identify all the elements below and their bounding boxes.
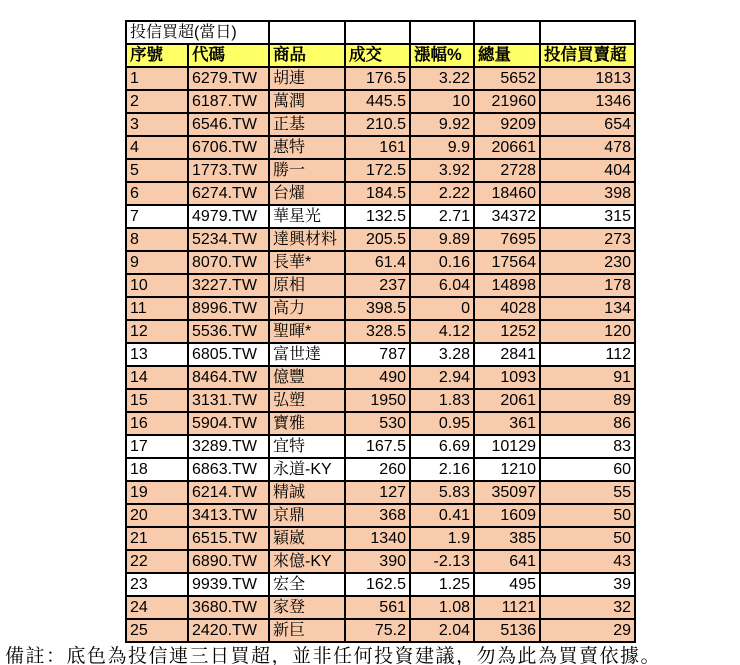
cell-change-pct: 2.22: [410, 182, 474, 205]
cell-code: 2420.TW: [188, 619, 269, 642]
cell-net-buy: 654: [540, 113, 635, 136]
cell-change-pct: 2.94: [410, 366, 474, 389]
title-empty-cell: [474, 21, 540, 44]
cell-change-pct: 2.71: [410, 205, 474, 228]
cell-name: 永道-KY: [269, 458, 345, 481]
table-row: [126, 366, 635, 389]
cell-name: 弘塑: [269, 389, 345, 412]
cell-code: 5904.TW: [188, 412, 269, 435]
cell-close: 172.5: [345, 159, 410, 182]
cell-seq: 7: [126, 205, 188, 228]
cell-code: 8070.TW: [188, 251, 269, 274]
cell-seq: 9: [126, 251, 188, 274]
cell-close: 127: [345, 481, 410, 504]
table-row: [126, 67, 635, 90]
cell-close: 561: [345, 596, 410, 619]
cell-code: 1773.TW: [188, 159, 269, 182]
cell-change-pct: 0: [410, 297, 474, 320]
cell-change-pct: 6.69: [410, 435, 474, 458]
cell-volume: 35097: [474, 481, 540, 504]
cell-name: 高力: [269, 297, 345, 320]
cell-code: 6863.TW: [188, 458, 269, 481]
cell-code: 9939.TW: [188, 573, 269, 596]
cell-change-pct: 6.04: [410, 274, 474, 297]
cell-change-pct: 10: [410, 90, 474, 113]
cell-volume: 2728: [474, 159, 540, 182]
cell-name: 原相: [269, 274, 345, 297]
cell-volume: 7695: [474, 228, 540, 251]
cell-net-buy: 1346: [540, 90, 635, 113]
cell-seq: 23: [126, 573, 188, 596]
col-header-net-buy: 投信買賣超: [540, 44, 635, 67]
cell-code: 4979.TW: [188, 205, 269, 228]
cell-seq: 1: [126, 67, 188, 90]
cell-change-pct: 1.83: [410, 389, 474, 412]
cell-seq: 24: [126, 596, 188, 619]
cell-seq: 2: [126, 90, 188, 113]
cell-close: 75.2: [345, 619, 410, 642]
table-row: [126, 458, 635, 481]
cell-code: 3227.TW: [188, 274, 269, 297]
cell-name: 正基: [269, 113, 345, 136]
cell-name: 胡連: [269, 67, 345, 90]
cell-seq: 10: [126, 274, 188, 297]
cell-volume: 34372: [474, 205, 540, 228]
cell-volume: 5136: [474, 619, 540, 642]
table-row: [126, 412, 635, 435]
cell-code: 3131.TW: [188, 389, 269, 412]
cell-seq: 3: [126, 113, 188, 136]
cell-code: 6187.TW: [188, 90, 269, 113]
cell-close: 398.5: [345, 297, 410, 320]
cell-close: 1340: [345, 527, 410, 550]
table-row: [126, 159, 635, 182]
cell-close: 61.4: [345, 251, 410, 274]
cell-net-buy: 32: [540, 596, 635, 619]
col-header-code: 代碼: [188, 44, 269, 67]
table-row: [126, 619, 635, 642]
cell-net-buy: 60: [540, 458, 635, 481]
table-row: [126, 481, 635, 504]
cell-seq: 22: [126, 550, 188, 573]
cell-net-buy: 478: [540, 136, 635, 159]
col-header-seq: 序號: [126, 44, 188, 67]
cell-change-pct: -2.13: [410, 550, 474, 573]
cell-volume: 20661: [474, 136, 540, 159]
table-row: [126, 228, 635, 251]
cell-volume: 4028: [474, 297, 540, 320]
cell-code: 8464.TW: [188, 366, 269, 389]
cell-close: 490: [345, 366, 410, 389]
cell-net-buy: 230: [540, 251, 635, 274]
cell-volume: 1121: [474, 596, 540, 619]
cell-code: 6214.TW: [188, 481, 269, 504]
cell-code: 6706.TW: [188, 136, 269, 159]
table-row: [126, 205, 635, 228]
cell-volume: 9209: [474, 113, 540, 136]
cell-close: 132.5: [345, 205, 410, 228]
cell-seq: 25: [126, 619, 188, 642]
cell-code: 8996.TW: [188, 297, 269, 320]
cell-close: 205.5: [345, 228, 410, 251]
cell-code: 6515.TW: [188, 527, 269, 550]
table-row: [126, 573, 635, 596]
title-empty-cell: [540, 21, 635, 44]
cell-change-pct: 1.08: [410, 596, 474, 619]
col-header-name: 商品: [269, 44, 345, 67]
cell-change-pct: 3.28: [410, 343, 474, 366]
cell-change-pct: 5.83: [410, 481, 474, 504]
cell-net-buy: 83: [540, 435, 635, 458]
cell-code: 3289.TW: [188, 435, 269, 458]
table-row: [126, 274, 635, 297]
table-row: [126, 182, 635, 205]
cell-close: 184.5: [345, 182, 410, 205]
cell-seq: 18: [126, 458, 188, 481]
cell-change-pct: 1.9: [410, 527, 474, 550]
table-body: [126, 67, 635, 642]
cell-seq: 8: [126, 228, 188, 251]
cell-net-buy: 50: [540, 527, 635, 550]
cell-net-buy: 50: [540, 504, 635, 527]
cell-volume: 2841: [474, 343, 540, 366]
cell-close: 161: [345, 136, 410, 159]
col-header-close: 成交: [345, 44, 410, 67]
cell-code: 3413.TW: [188, 504, 269, 527]
table-row: [126, 550, 635, 573]
cell-seq: 11: [126, 297, 188, 320]
cell-net-buy: 273: [540, 228, 635, 251]
cell-close: 390: [345, 550, 410, 573]
table-row: [126, 343, 635, 366]
cell-close: 787: [345, 343, 410, 366]
cell-name: 京鼎: [269, 504, 345, 527]
cell-volume: 21960: [474, 90, 540, 113]
cell-code: 6279.TW: [188, 67, 269, 90]
cell-name: 台燿: [269, 182, 345, 205]
cell-name: 精誠: [269, 481, 345, 504]
table-row: [126, 389, 635, 412]
cell-code: 6274.TW: [188, 182, 269, 205]
cell-close: 162.5: [345, 573, 410, 596]
cell-code: 6546.TW: [188, 113, 269, 136]
cell-name: 寶雅: [269, 412, 345, 435]
cell-name: 億豐: [269, 366, 345, 389]
cell-seq: 19: [126, 481, 188, 504]
cell-net-buy: 39: [540, 573, 635, 596]
cell-volume: 385: [474, 527, 540, 550]
cell-seq: 12: [126, 320, 188, 343]
title-empty-cell: [345, 21, 410, 44]
cell-volume: 17564: [474, 251, 540, 274]
cell-code: 5234.TW: [188, 228, 269, 251]
cell-volume: 1093: [474, 366, 540, 389]
cell-seq: 5: [126, 159, 188, 182]
cell-change-pct: 3.92: [410, 159, 474, 182]
cell-name: 惠特: [269, 136, 345, 159]
cell-net-buy: 134: [540, 297, 635, 320]
cell-volume: 495: [474, 573, 540, 596]
table-row: [126, 320, 635, 343]
cell-volume: 1252: [474, 320, 540, 343]
cell-seq: 13: [126, 343, 188, 366]
cell-volume: 18460: [474, 182, 540, 205]
footnote: 備註：底色為投信連三日買超，並非任何投資建議，勿為此為買賣依據。: [5, 645, 662, 665]
cell-name: 達興材料: [269, 228, 345, 251]
title-empty-cell: [269, 21, 345, 44]
cell-change-pct: 9.89: [410, 228, 474, 251]
cell-seq: 14: [126, 366, 188, 389]
cell-close: 368: [345, 504, 410, 527]
cell-change-pct: 2.04: [410, 619, 474, 642]
table-row: [126, 527, 635, 550]
cell-seq: 16: [126, 412, 188, 435]
table-row: [126, 113, 635, 136]
cell-change-pct: 0.95: [410, 412, 474, 435]
cell-volume: 641: [474, 550, 540, 573]
cell-close: 176.5: [345, 67, 410, 90]
cell-net-buy: 178: [540, 274, 635, 297]
cell-close: 530: [345, 412, 410, 435]
cell-name: 聖暉*: [269, 320, 345, 343]
cell-volume: 1210: [474, 458, 540, 481]
cell-net-buy: 120: [540, 320, 635, 343]
cell-volume: 5652: [474, 67, 540, 90]
cell-close: 1950: [345, 389, 410, 412]
table-row: [126, 504, 635, 527]
cell-volume: 2061: [474, 389, 540, 412]
cell-seq: 20: [126, 504, 188, 527]
stock-table: [125, 20, 636, 643]
cell-name: 新巨: [269, 619, 345, 642]
col-header-volume: 總量: [474, 44, 540, 67]
cell-change-pct: 4.12: [410, 320, 474, 343]
cell-net-buy: 398: [540, 182, 635, 205]
cell-net-buy: 29: [540, 619, 635, 642]
cell-close: 237: [345, 274, 410, 297]
cell-name: 富世達: [269, 343, 345, 366]
cell-volume: 14898: [474, 274, 540, 297]
cell-volume: 361: [474, 412, 540, 435]
cell-net-buy: 89: [540, 389, 635, 412]
table-row: [126, 596, 635, 619]
cell-name: 萬潤: [269, 90, 345, 113]
title-empty-cell: [410, 21, 474, 44]
cell-close: 260: [345, 458, 410, 481]
cell-code: 5536.TW: [188, 320, 269, 343]
cell-name: 宏全: [269, 573, 345, 596]
cell-seq: 4: [126, 136, 188, 159]
cell-seq: 15: [126, 389, 188, 412]
cell-name: 宜特: [269, 435, 345, 458]
cell-name: 長華*: [269, 251, 345, 274]
cell-net-buy: 404: [540, 159, 635, 182]
cell-net-buy: 55: [540, 481, 635, 504]
cell-volume: 10129: [474, 435, 540, 458]
cell-seq: 21: [126, 527, 188, 550]
cell-seq: 17: [126, 435, 188, 458]
cell-close: 210.5: [345, 113, 410, 136]
cell-code: 3680.TW: [188, 596, 269, 619]
cell-net-buy: 112: [540, 343, 635, 366]
cell-change-pct: 2.16: [410, 458, 474, 481]
cell-net-buy: 315: [540, 205, 635, 228]
cell-change-pct: 0.16: [410, 251, 474, 274]
table-row: [126, 251, 635, 274]
table-row: [126, 297, 635, 320]
cell-net-buy: 1813: [540, 67, 635, 90]
cell-name: 華星光: [269, 205, 345, 228]
cell-volume: 1609: [474, 504, 540, 527]
cell-name: 穎崴: [269, 527, 345, 550]
title-row: [126, 21, 635, 44]
header-row: [126, 44, 635, 67]
cell-name: 來億-KY: [269, 550, 345, 573]
table-row: [126, 435, 635, 458]
cell-net-buy: 43: [540, 550, 635, 573]
cell-change-pct: 3.22: [410, 67, 474, 90]
cell-change-pct: 9.9: [410, 136, 474, 159]
cell-code: 6805.TW: [188, 343, 269, 366]
cell-change-pct: 9.92: [410, 113, 474, 136]
table-row: [126, 90, 635, 113]
cell-close: 445.5: [345, 90, 410, 113]
cell-change-pct: 0.41: [410, 504, 474, 527]
table-title: 投信買超(當日): [126, 21, 269, 44]
cell-close: 167.5: [345, 435, 410, 458]
col-header-change-pct: 漲幅%: [410, 44, 474, 67]
cell-name: 勝一: [269, 159, 345, 182]
cell-net-buy: 86: [540, 412, 635, 435]
cell-code: 6890.TW: [188, 550, 269, 573]
cell-name: 家登: [269, 596, 345, 619]
cell-seq: 6: [126, 182, 188, 205]
table-row: [126, 136, 635, 159]
cell-net-buy: 91: [540, 366, 635, 389]
cell-change-pct: 1.25: [410, 573, 474, 596]
cell-close: 328.5: [345, 320, 410, 343]
